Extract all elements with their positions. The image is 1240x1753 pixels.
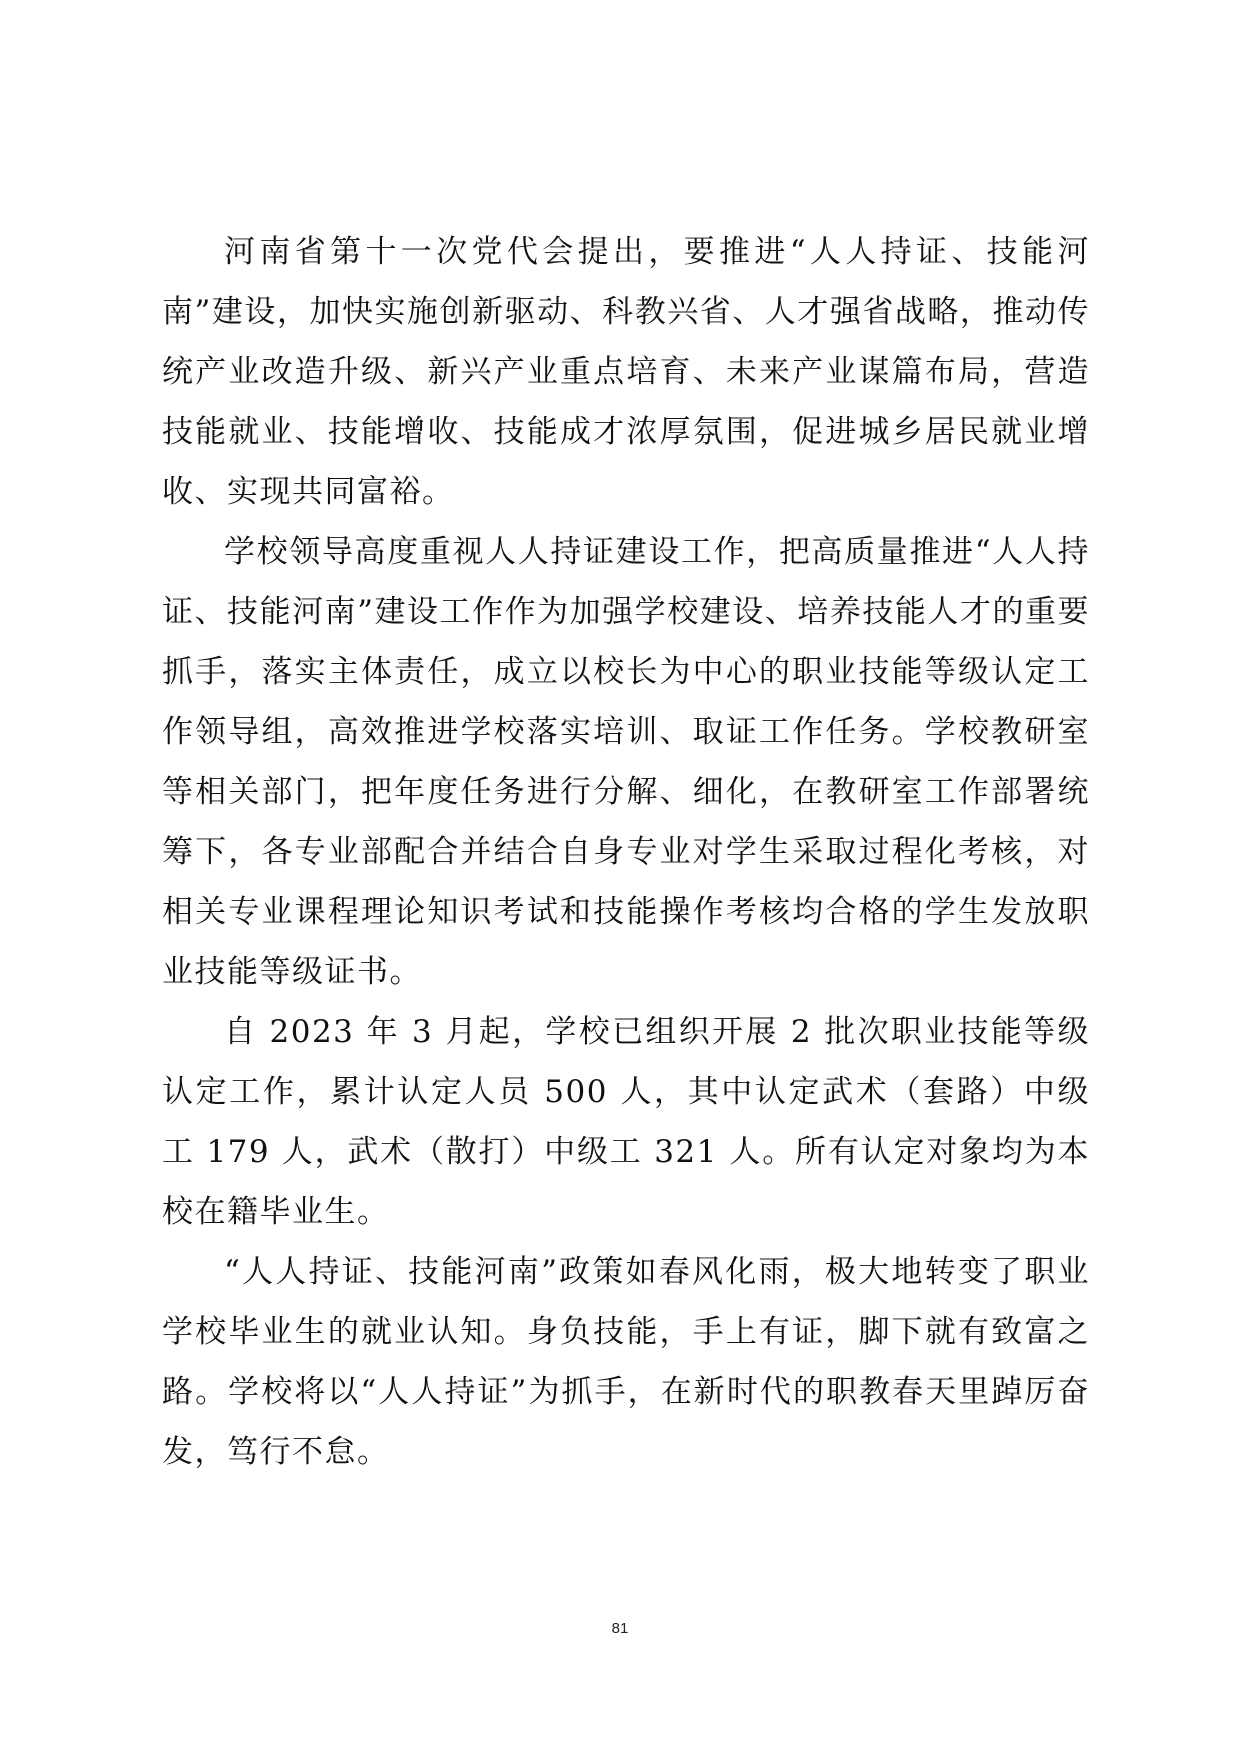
paragraph-2: 学校领导高度重视人人持证建设工作，把高质量推进“人人持证、技能河南”建设工作作为加强学校建设、培养技能人才的重要抓手，落实主体责任，成立以校长为中心的职业技能等级认定工作领导组，高效推进学校落实培训、取证工作任务。学校教研室等相关部门，把年度任务进行分解、细化，在教研室工作部署统筹下，各专业部配合并结合自身专业对学生采取过程化考核，对相关专业课程理论知识考试和技能操作考核均合格的学生发放职业技能等级证书。 [162,534,1090,990]
paragraph-4: “人人持证、技能河南”政策如春风化雨，极大地转变了职业学校毕业生的就业认知。身负技能，手上有证，脚下就有致富之路。学校将以“人人持证”为抓手，在新时代的职教春天里踔厉奋发，笃行不怠。 [162,1254,1090,1470]
paragraph-3: 自 2023 年 3 月起，学校已组织开展 2 批次职业技能等级认定工作，累计认定人员 500 人，其中认定武术（套路）中级工 179 人，武术（散打）中级工 321 人。所有认定对象均为本校在籍毕业生。 [162,1014,1090,1230]
page-number: 81 [611,1620,629,1637]
body-text [162,222,1090,1482]
paragraph-1: 河南省第十一次党代会提出，要推进“人人持证、技能河南”建设，加快实施创新驱动、科教兴省、人才强省战略，推动传统产业改造升级、新兴产业重点培育、未来产业谋篇布局，营造技能就业、技能增收、技能成才浓厚氛围，促进城乡居民就业增收、实现共同富裕。 [162,234,1090,510]
